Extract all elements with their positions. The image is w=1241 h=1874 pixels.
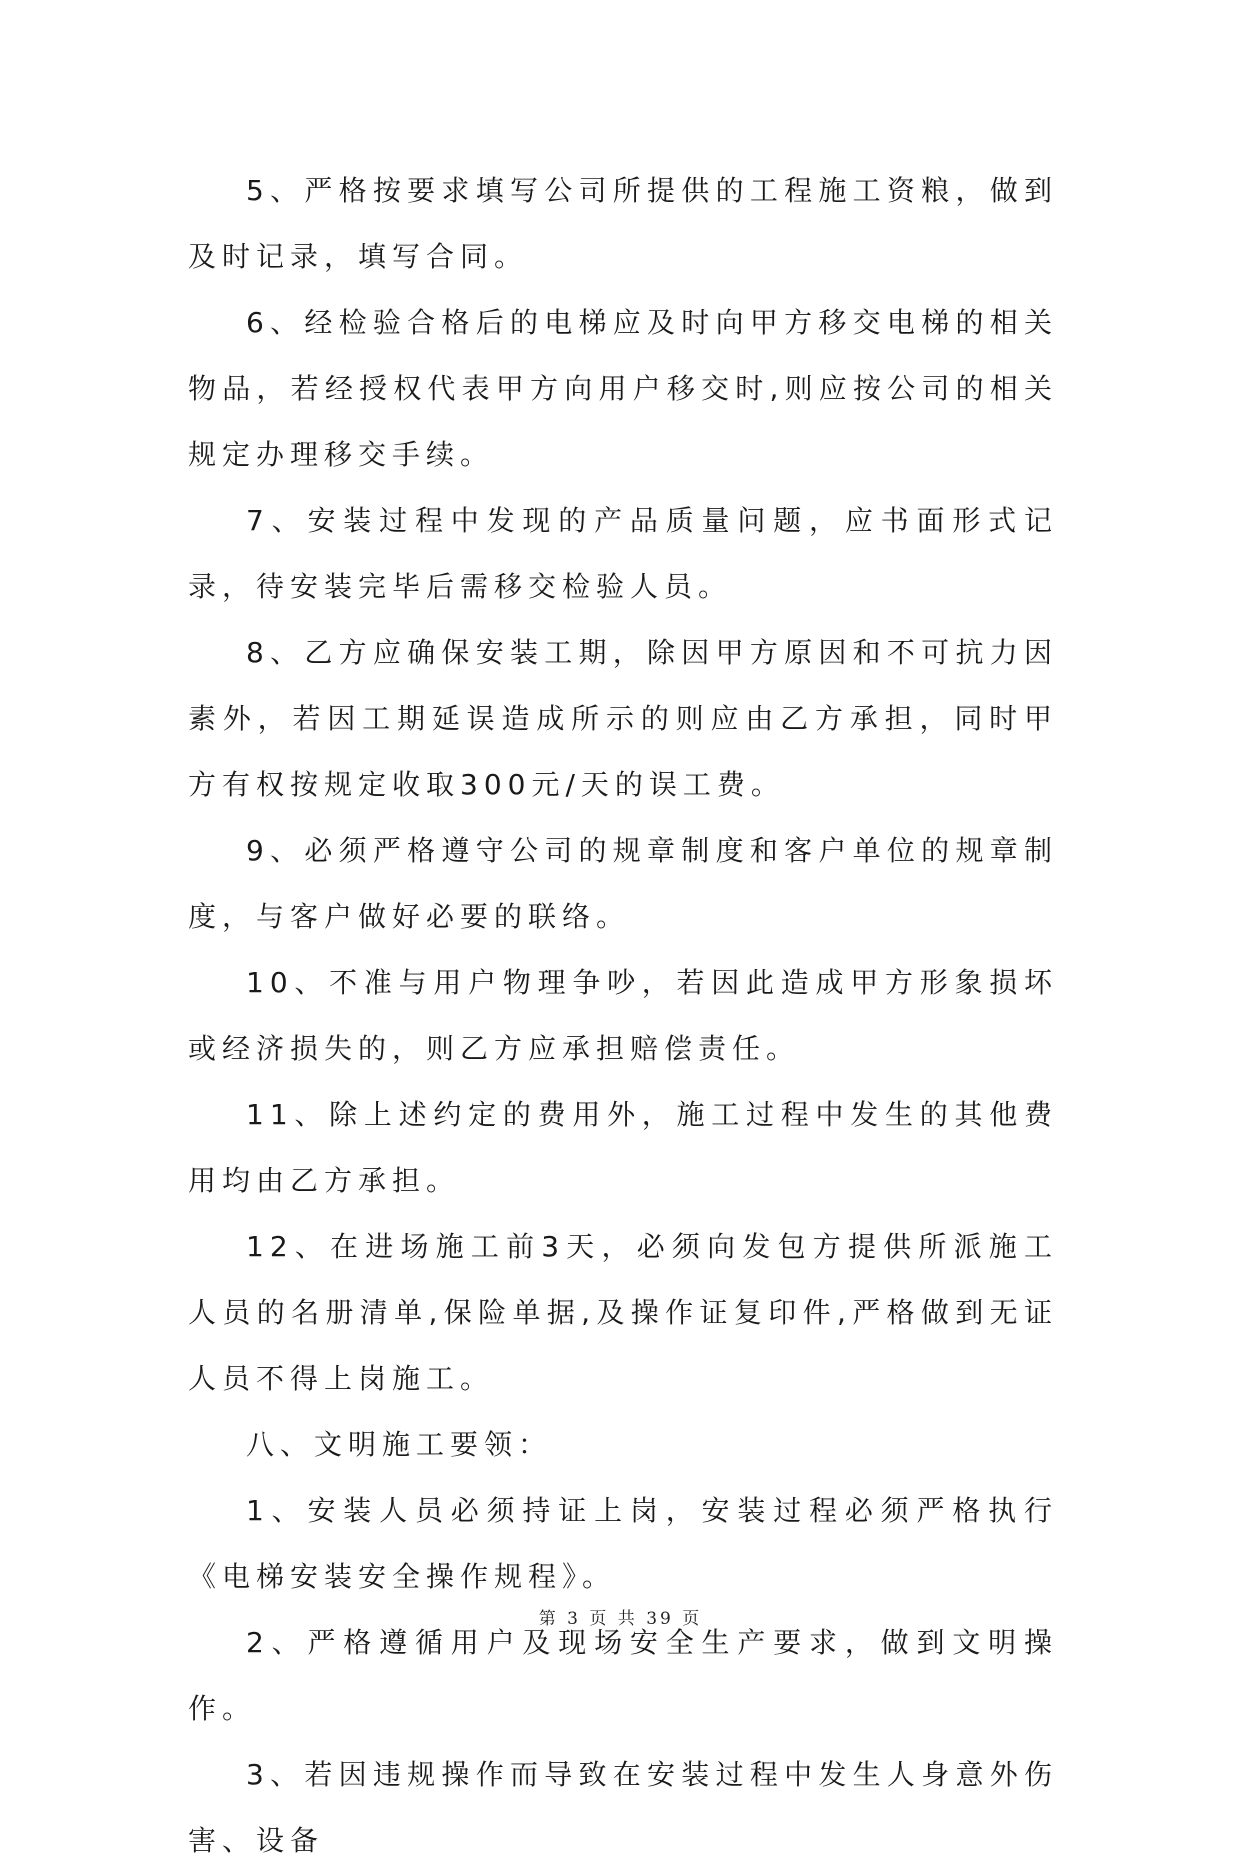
page-number-footer: 第 3 页 共 39 页 (538, 1609, 703, 1629)
section8-item-1: 1、安装人员必须持证上岗，安装过程必须严格执行《电梯安装安全操作规程》。 (188, 1494, 1058, 1593)
paragraph-7: 7、安装过程中发现的产品质量问题，应书面形式记录，待安装完毕后需移交检验人员。 (188, 504, 1058, 603)
paragraph-9: 9、必须严格遵守公司的规章制度和客户单位的规章制度，与客户做好必要的联络。 (188, 834, 1058, 933)
section8-item-3: 3、若因违规操作而导致在安装过程中发生人身意外伤害、设备 (188, 1758, 1058, 1857)
section-heading-civilized-construction: 八、文明施工要领： (246, 1428, 553, 1461)
paragraph-6: 6、经检验合格后的电梯应及时向甲方移交电梯的相关物品，若经授权代表甲方向用户移交时,则应按公司的相关规定办理移交手续。 (188, 306, 1058, 471)
paragraph-11: 11、除上述约定的费用外，施工过程中发生的其他费用均由乙方承担。 (188, 1098, 1058, 1197)
section8-item-2: 2、严格遵循用户及现场安全生产要求，做到文明操作。 (188, 1626, 1058, 1725)
paragraph-10: 10、不准与用户物理争吵，若因此造成甲方形象损坏或经济损失的，则乙方应承担赔偿责任。 (188, 966, 1058, 1065)
paragraph-12: 12、在进场施工前3天，必须向发包方提供所派施工人员的名册清单,保险单据,及操作证复印件,严格做到无证人员不得上岗施工。 (188, 1230, 1058, 1395)
paragraph-8: 8、乙方应确保安装工期，除因甲方原因和不可抗力因素外，若因工期延误造成所示的则应由乙方承担，同时甲方有权按规定收取300元/天的误工费。 (188, 636, 1058, 801)
paragraph-5: 5、严格按要求填写公司所提供的工程施工资粮，做到及时记录，填写合同。 (188, 174, 1058, 273)
